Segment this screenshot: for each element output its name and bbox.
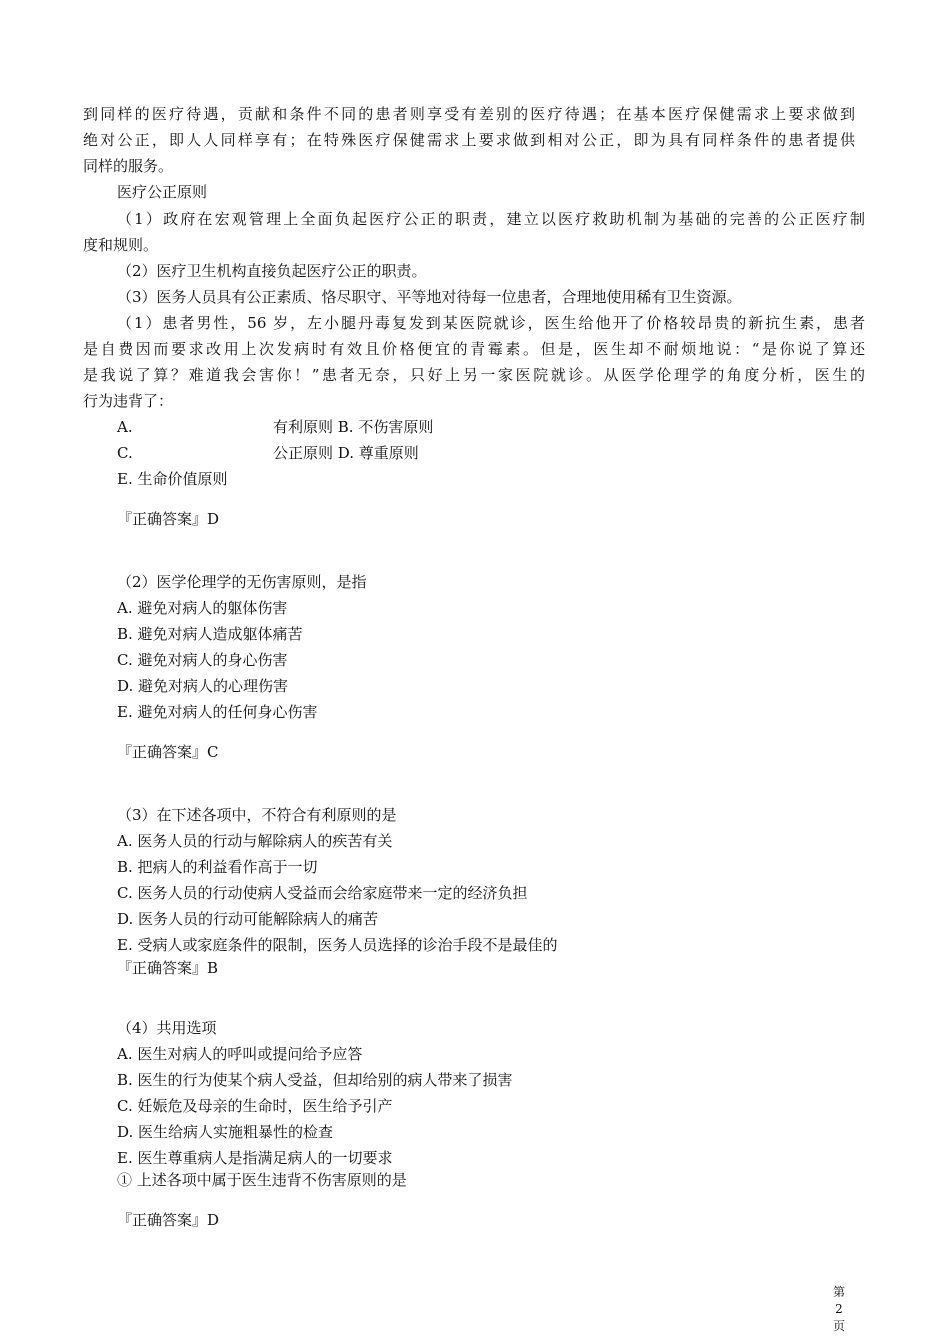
body-text-line: 到同样的医疗待遇，贡献和条件不同的患者则享受有差别的医疗待遇；在基本医疗保健需求上要求做到 bbox=[83, 105, 855, 123]
option-a: A. 医务人员的行动与解除病人的疾苦有关 bbox=[117, 832, 393, 850]
option-d: D. 医务人员的行动可能解除病人的痛苦 bbox=[117, 910, 379, 928]
option-b: B. 把病人的利益看作高于一切 bbox=[117, 858, 318, 876]
page-number-line: 第 2 bbox=[832, 1285, 845, 1316]
question-2-stem: （2）医学伦理学的无伤害原则，是指 bbox=[117, 573, 367, 591]
option-c-d-text: 公正原则 D. 尊重原则 bbox=[273, 444, 419, 462]
option-a-label: A. bbox=[117, 418, 133, 436]
option-e: E. 医生尊重病人是指满足病人的一切要求 bbox=[117, 1149, 393, 1167]
option-d: D. 医生给病人实施粗暴性的检查 bbox=[117, 1123, 334, 1141]
question-1-stem: 行为违背了： bbox=[83, 392, 174, 410]
sub-question: ① 上述各项中属于医生违背不伤害原则的是 bbox=[117, 1171, 407, 1189]
answer-1: 『正确答案』D bbox=[117, 510, 220, 528]
page-number-line: 页 bbox=[832, 1319, 845, 1333]
answer-4: 『正确答案』D bbox=[117, 1211, 220, 1229]
option-e: E. 生命价值原则 bbox=[117, 470, 228, 488]
question-4-stem: （4）共用选项 bbox=[117, 1019, 217, 1037]
question-1-stem: 是我说了算？难道我会害你！”患者无奈，只好上另一家医院就诊。从医学伦理学的角度分析，医生的 bbox=[83, 366, 865, 384]
principle-item-continued: 度和规则。 bbox=[83, 236, 159, 254]
option-c: C. 避免对病人的身心伤害 bbox=[117, 651, 288, 669]
page-number bbox=[830, 1284, 848, 1335]
option-e: E. 避免对病人的任何身心伤害 bbox=[117, 703, 318, 721]
option-d: D. 避免对病人的心理伤害 bbox=[117, 677, 289, 695]
body-text-line: 同样的服务。 bbox=[83, 157, 174, 175]
question-1-stem: 是自费因而要求改用上次发病时有效且价格便宜的青霉素。但是，医生却不耐烦地说：“是你说了算还 bbox=[83, 340, 865, 358]
principle-item: （3）医务人员具有公正素质、恪尽职守、平等地对待每一位患者，合理地使用稀有卫生资源。 bbox=[117, 288, 742, 306]
option-b: B. 避免对病人造成躯体痛苦 bbox=[117, 625, 303, 643]
option-b: B. 医生的行为使某个病人受益，但却给别的病人带来了损害 bbox=[117, 1071, 513, 1089]
principle-item: （2）医疗卫生机构直接负起医疗公正的职责。 bbox=[117, 262, 427, 280]
body-text-line: 绝对公正，即人人同样享有；在特殊医疗保健需求上要求做到相对公正，即为具有同样条件的患者提供 bbox=[83, 131, 855, 149]
option-a: A. 医生对病人的呼叫或提问给予应答 bbox=[117, 1045, 363, 1063]
option-a: A. 避免对病人的躯体伤害 bbox=[117, 599, 288, 617]
question-1-stem: （1）患者男性，56 岁，左小腿丹毒复发到某医院就诊，医生给他开了价格较昂贵的新抗生素，患者 bbox=[117, 314, 865, 332]
option-c: C. 医务人员的行动使病人受益而会给家庭带来一定的经济负担 bbox=[117, 884, 528, 902]
answer-3: 『正确答案』B bbox=[117, 959, 219, 977]
question-3-stem: （3）在下述各项中，不符合有利原则的是 bbox=[117, 806, 397, 824]
answer-2: 『正确答案』C bbox=[117, 743, 219, 761]
principle-item: （1）政府在宏观管理上全面负起医疗公正的职责，建立以医疗救助机制为基础的完善的公正医疗制 bbox=[117, 210, 865, 228]
option-c: C. 妊娠危及母亲的生命时，医生给予引产 bbox=[117, 1097, 393, 1115]
option-a-b-text: 有利原则 B. 不伤害原则 bbox=[273, 418, 434, 436]
option-e: E. 受病人或家庭条件的限制，医务人员选择的诊治手段不是最佳的 bbox=[117, 936, 558, 954]
section-title: 医疗公正原则 bbox=[117, 183, 208, 201]
option-c-label: C. bbox=[117, 444, 133, 462]
